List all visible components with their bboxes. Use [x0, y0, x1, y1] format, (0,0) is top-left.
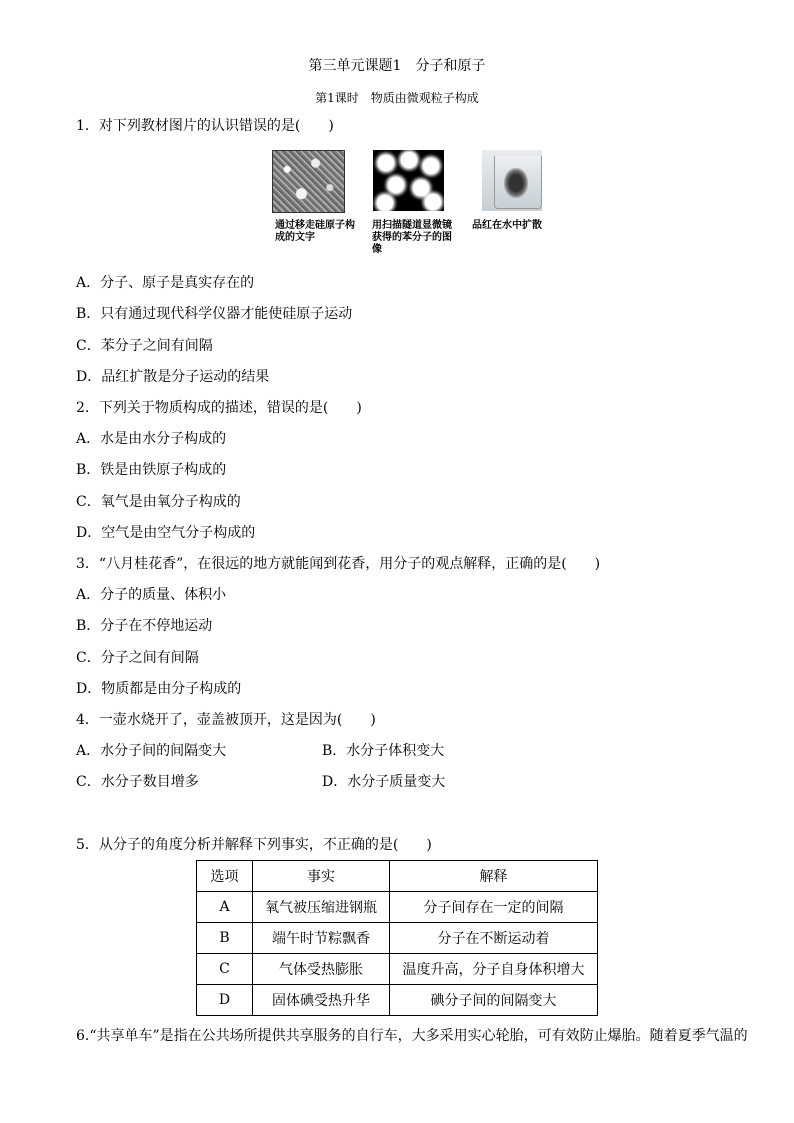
q3-option-a: A．分子的质量、体积小 [76, 587, 227, 603]
table-header-row [197, 861, 598, 892]
table-cell: 气体受热膨胀 [253, 954, 390, 985]
benzene-molecule-image [373, 150, 444, 211]
q3-option-c: C．分子之间有间隔 [76, 650, 199, 666]
q4-option-a: A．水分子间的间隔变大 [76, 743, 227, 759]
page-title: 第三单元课题1 分子和原子 [308, 58, 486, 74]
q1-stem: 1．对下列教材图片的认识错误的是( ) [76, 118, 334, 134]
q2-option-b: B．铁是由铁原子构成的 [76, 462, 227, 478]
q4-option-d: D．水分子质量变大 [322, 774, 446, 790]
table-row [197, 954, 598, 985]
q1-option-b: B．只有通过现代科学仪器才能使硅原子运动 [76, 306, 353, 322]
q2-stem: 2．下列关于物质构成的描述，错误的是( ) [76, 400, 362, 416]
figure-caption: 品红在水中扩散 [472, 220, 542, 231]
q1-option-a: A．分子、原子是真实存在的 [76, 275, 255, 291]
q4-option-b: B．水分子体积变大 [322, 743, 445, 759]
q1-figures [272, 150, 562, 260]
table-cell: 温度升高，分子自身体积增大 [390, 954, 598, 985]
table-header: 事实 [253, 861, 390, 892]
page-subtitle: 第1课时 物质由微观粒子构成 [315, 91, 479, 105]
table-header: 选项 [197, 861, 253, 892]
table-cell: 固体碘受热升华 [253, 985, 390, 1016]
q2-option-d: D．空气是由空气分子构成的 [76, 525, 256, 541]
table-cell: 分子间存在一定的间隔 [390, 892, 598, 923]
table-cell: 氧气被压缩进钢瓶 [253, 892, 390, 923]
table-header: 解释 [390, 861, 598, 892]
q1-option-d: D．品红扩散是分子运动的结果 [76, 369, 270, 385]
table-row [197, 892, 598, 923]
dye-in-water-image [482, 150, 542, 211]
q2-option-c: C．氧气是由氧分子构成的 [76, 494, 241, 510]
q2-option-a: A．水是由水分子构成的 [76, 431, 227, 447]
q1-option-c: C．苯分子之间有间隔 [76, 338, 213, 354]
q6-stem: 6.“共享单车”是指在公共场所提供共享服务的自行车，大多采用实心轮胎，可有效防止爆胎。随着夏季气温的 [76, 1028, 748, 1044]
q5-stem: 5．从分子的角度分析并解释下列事实，不正确的是( ) [76, 837, 432, 853]
q3-stem: 3．“八月桂花香”，在很远的地方就能闻到花香，用分子的观点解释，正确的是( ) [76, 556, 601, 572]
table-cell: C [197, 954, 253, 985]
figure-caption: 通过移走硅原子构成的文字 [275, 220, 355, 243]
table-cell: D [197, 985, 253, 1016]
silicon-atoms-image [272, 150, 345, 213]
figure-dye-diffusion [472, 150, 542, 231]
table-cell: B [197, 923, 253, 954]
table-row [197, 985, 598, 1016]
table-cell: A [197, 892, 253, 923]
q4-option-c: C．水分子数目增多 [76, 774, 199, 790]
table-cell: 分子在不断运动着 [390, 923, 598, 954]
figure-benzene [372, 150, 452, 255]
q4-stem: 4．一壶水烧开了，壶盖被顶开，这是因为( ) [76, 712, 376, 728]
table-row [197, 923, 598, 954]
table-cell: 端午时节粽飘香 [253, 923, 390, 954]
q5-table [196, 860, 598, 1016]
table-cell: 碘分子间的间隔变大 [390, 985, 598, 1016]
figure-silicon-text [272, 150, 355, 243]
q3-option-b: B．分子在不停地运动 [76, 618, 213, 634]
figure-caption: 用扫描隧道显微镜获得的苯分子的图像 [372, 220, 452, 255]
q3-option-d: D．物质都是由分子构成的 [76, 681, 242, 697]
